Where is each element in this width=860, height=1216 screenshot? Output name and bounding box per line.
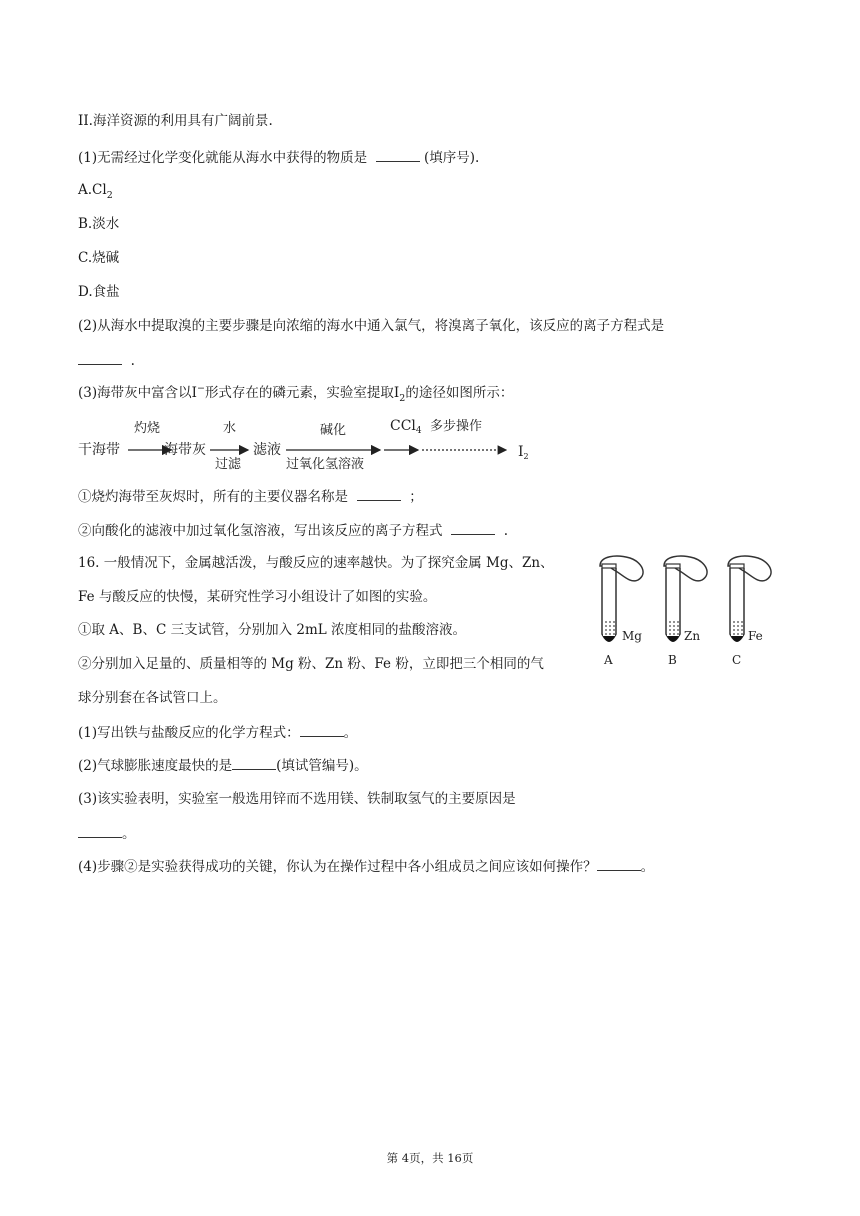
q16-text-1: 16. 一般情况下，金属越活泼，与酸反应的速率越快。为了探究金属 Mg、Zn、 <box>78 555 554 571</box>
question-1: (1)无需经过化学变化就能从海水中获得的物质是 (填序号). <box>78 147 479 168</box>
flow-label-h2o2: 过氧化氢溶液 <box>286 457 365 470</box>
q16-text-2: Fe 与酸反应的快慢，某研究性学习小组设计了如图的实验。 <box>78 589 437 605</box>
flow-label-ccl4: CCl <box>390 418 416 434</box>
answer-blank[interactable] <box>357 486 401 501</box>
svg-text:CCl4 <box>390 418 422 436</box>
test-tube-a <box>600 556 643 667</box>
flow-label-filter: 过滤 <box>215 457 242 470</box>
section-title: II.海洋资源的利用具有广阔前景. <box>78 113 273 129</box>
flow-label-burn: 灼烧 <box>134 421 161 436</box>
q16-sub-2: (2)气球膨胀速度最快的是 (填试管编号)。 <box>78 755 368 776</box>
flow-node-iodine-sub: 2 <box>523 452 529 461</box>
question-2-answer: . <box>78 350 135 371</box>
tube-label: C <box>732 653 742 667</box>
question-2: (2)从海水中提取溴的主要步骤是向浓缩的海水中通入氯气，将溴离子氧化，该反应的离子方程式是 <box>78 318 665 334</box>
page-footer: 第 4页，共 16页 <box>386 1151 474 1165</box>
q16-sub-4: (4)步骤②是实验获得成功的关键，你认为在操作过程中各小组成员之间应该如何操作？ 。 <box>78 856 654 877</box>
test-tube-c <box>728 556 771 667</box>
answer-blank[interactable] <box>232 755 276 770</box>
answer-blank[interactable] <box>451 520 495 535</box>
option-c: C.烧碱 <box>78 250 120 266</box>
flow-label-ccl4-sub: 4 <box>415 426 422 436</box>
q16-sub-3-answer: 。 <box>78 823 136 844</box>
tube-label: B <box>668 653 677 667</box>
answer-blank[interactable] <box>597 856 641 871</box>
flow-node-iodine: I <box>518 444 524 460</box>
option-b: B.淡水 <box>78 216 120 232</box>
q16-sub-1: (1)写出铁与盐酸反应的化学方程式： 。 <box>78 722 357 743</box>
question-3-1: ①烧灼海带至灰烬时，所有的主要仪器名称是 ； <box>78 486 423 507</box>
answer-blank[interactable] <box>78 350 122 365</box>
tube-label: A <box>604 653 613 667</box>
flow-node-dry-kelp: 干海带 <box>78 442 120 458</box>
question-3-2: ②向酸化的滤液中加过氧化氢溶液，写出该反应的离子方程式 . <box>78 520 508 541</box>
flow-label-water: 水 <box>223 421 237 436</box>
q16-sub-3: (3)该实验表明，实验室一般选用锌而不选用镁、铁制取氢气的主要原因是 <box>78 791 516 807</box>
q16-text-4: ②分别加入足量的、质量相等的 Mg 粉、Zn 粉、Fe 粉，立即把三个相同的气 <box>78 656 544 672</box>
answer-blank[interactable] <box>300 722 344 737</box>
flow-label-alkalize: 碱化 <box>320 423 347 438</box>
option-d: D.食盐 <box>78 284 120 300</box>
question-3: (3)海带灰中富含以I−形式存在的磷元素，实验室提取$I_2$的途径如图所示： <box>78 383 514 404</box>
option-a: $A.Cl_2$ <box>78 182 113 201</box>
test-tubes-figure <box>596 552 786 672</box>
iodine-extraction-flowchart <box>78 410 538 470</box>
q16-text-3: ①取 A、B、C 三支试管，分别加入 2mL 浓度相同的盐酸溶液。 <box>78 622 467 638</box>
metal-label: Mg <box>622 629 642 643</box>
flow-node-filtrate: 滤液 <box>253 442 281 458</box>
metal-label: Fe <box>748 629 763 643</box>
flow-label-steps: 多步操作 <box>430 419 483 434</box>
flow-node-kelp-ash: 海带灰 <box>164 442 206 458</box>
svg-text:I2 <box>518 444 529 461</box>
metal-label: Zn <box>684 629 701 643</box>
test-tube-b <box>664 556 707 667</box>
q16-text-5: 球分别套在各试管口上。 <box>78 690 227 706</box>
answer-blank[interactable] <box>78 823 122 838</box>
answer-blank[interactable] <box>376 147 420 162</box>
